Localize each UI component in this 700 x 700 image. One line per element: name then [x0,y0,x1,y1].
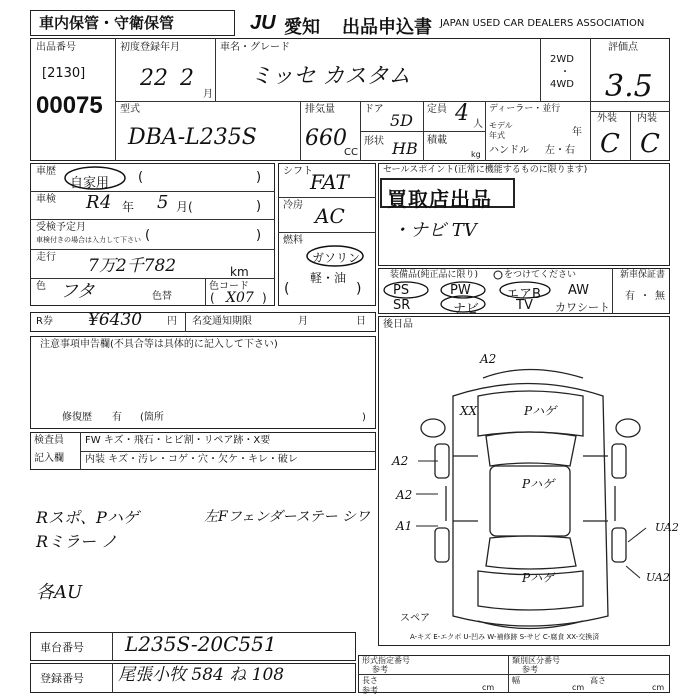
drive-separator: ・ [560,67,570,78]
length-ref: 参考 [362,686,378,695]
height-label: 高さ [590,676,606,685]
mileage-label: 走行 [36,252,56,263]
history-label: 車歴 [36,166,56,177]
repair-bracket: (箇所 [140,412,164,423]
load-unit: kg [471,150,481,159]
remark-rear-mirror: Rミラー ノ [36,532,118,551]
rating-label: 評価点 [608,42,638,53]
exterior-grade: C [600,129,620,159]
color-code-paren-close: ) [262,291,267,305]
model-label: 型式 [120,104,140,115]
repair-yes: 有 [112,412,122,423]
certificate-form-label: 形式指定番号 [362,656,410,665]
model-year-unit: 年式 [489,131,505,140]
acceptance-paren-close: ) [256,228,262,243]
color-repaint-label: 色替 [152,291,172,302]
top-form-frame [30,38,670,161]
warranty-label: 新車保証書 [620,270,666,280]
height-unit: cm [652,683,665,692]
inspector-label-1: 検査員 [34,435,64,446]
certificate-form-ref: 参考 [372,665,388,674]
fuel-circle [305,243,365,269]
equipment-navi: ナビ [453,302,480,317]
sales-point-label: セールスポイント(正常に機能するものに限ります) [383,165,588,175]
fuel-diesel: 軽・油 [310,271,347,285]
buyer-stamp-text: 買取店出品 [387,187,492,211]
recycle-label: R券 [36,316,53,327]
spare-label: スペア [400,613,430,624]
history-paren-close: ) [256,170,262,185]
fuel-paren-open: ( [284,281,290,297]
storage-label-box [30,10,235,36]
mileage-unit: km [230,265,249,279]
lot-label: 出品番号 [36,42,76,53]
width-unit: cm [572,683,585,692]
displacement-value: 660 [305,126,347,151]
inspection-month: 5 [157,192,169,213]
inspection-year-unit: 年 [122,200,135,214]
exterior-label: 外装 [597,113,617,124]
displacement-unit: CC [344,147,358,158]
inspection-era: R [86,192,100,213]
repair-label: 修復歴 [62,412,92,423]
inspector-label-2: 記入欄 [34,453,64,464]
mark-left-a1: A1 [396,519,413,533]
car-name-value: ミッセ カスタム [250,64,411,89]
drive-4wd: 4WD [550,79,574,90]
width-label: 幅 [512,676,520,685]
equipment-ps: PS [393,283,410,298]
equipment-circle-note: をつけてください [504,270,577,280]
inspector-row-1: FW キズ・飛石・ヒビ割・リペア跡・X要 [85,435,271,446]
recycle-unit: 円 [167,316,177,327]
association-name: JAPAN USED CAR DEALERS ASSOCIATION [440,18,645,29]
brand-name: 愛知 [284,17,320,38]
name-change-label: 名変通知期限 [192,316,252,327]
equipment-leather-seat: カワシート [555,301,610,314]
repair-bracket-close: ) [362,412,366,423]
color-code-label: 色コード [209,281,249,292]
mark-right-ua2-upper: UA2 [655,521,679,534]
rating-value: 3.5 [605,69,653,104]
equipment-sr: SR [393,298,411,313]
registration-label: 初度登録年月 [120,42,180,53]
length-label: 長さ [362,676,378,685]
lot-number: 00075 [36,92,103,119]
equipment-tv: TV [516,298,533,313]
mark-left-a2-lower: A2 [396,488,413,502]
mark-left-a2-upper: A2 [392,454,409,468]
shape-label: 形状 [364,136,384,147]
certificate-class-ref: 参考 [522,665,538,674]
mileage-value: 7万2千782 [88,256,177,276]
notes-label: 注意事項申告欄(不具合等は具体的に記入して下さい) [40,339,278,350]
capacity-value: 4 [455,101,469,126]
history-paren-open: ( [138,170,144,185]
name-change-month-unit: 月 [298,316,308,327]
shift-value: FAT [310,170,349,194]
warranty-separator: ・ [640,291,650,302]
handle-options: 左・右 [545,145,575,156]
storage-label: 車内保管・守衛保管 [39,14,175,32]
rear-items-label: 後日品 [383,319,413,330]
name-change-day-unit: 日 [356,316,366,327]
interior-grade: C [640,129,660,159]
displacement-label: 排気量 [305,104,335,115]
plate-label: 登録番号 [40,672,84,685]
damage-legend: A-キズ E-エクボ U-凹み W-補修跡 S-サビ C-腐食 XX-交換済 [410,633,600,641]
certificate-class-label: 類別区分番号 [512,656,560,665]
interior-label: 内装 [637,113,657,124]
registration-month: 2 [180,66,194,91]
sales-point-note: ・ナビ TV [392,220,477,241]
inspection-month-unit: 月( [176,200,193,214]
history-circle [62,162,132,192]
color-code-value: X07 [226,290,254,306]
remark-all-au: 各AU [36,582,83,603]
warranty-no: 無 [655,291,665,302]
inspection-year: 4 [100,192,112,213]
history-value: 自家用 [70,176,110,191]
equipment-pw: PW [450,283,471,298]
remark-rear-spoiler: Rスポ、Pハゲ [36,508,139,527]
chassis-label: 車台番号 [40,641,84,654]
year-unit: 年 [572,127,582,138]
warranty-yes: 有 [625,291,635,302]
registration-year: 22 [140,66,168,91]
equipment-airbag: エアB [506,287,541,302]
inspection-paren-close: ) [256,199,262,214]
equipment-aw: AW [568,283,590,298]
car-name-label: 車名・グレード [220,42,290,53]
color-label: 色 [36,281,46,292]
mark-front-bumper: A2 [480,352,497,366]
load-label: 積載 [427,135,447,146]
inspector-row-2: 内装 キズ・汚レ・コゲ・穴・欠ケ・キレ・破レ [85,454,298,465]
capacity-unit: 人 [473,119,483,130]
length-unit: cm [482,683,495,692]
buyer-stamp [380,178,515,211]
fuel-value: ガソリン [312,251,361,265]
aircon-value: AC [315,204,345,228]
handle-label: ハンドル [489,145,529,156]
acceptance-label: 受検予定月 [36,222,86,233]
drive-2wd: 2WD [550,54,574,65]
door-value: 5D [390,111,414,130]
model-year-label: モデル [489,121,513,130]
chassis-value: L235S-20C551 [125,632,277,656]
acceptance-note: 車検付きの場合は入力して下さい [36,236,141,244]
model-value: DBA-L235S [128,125,257,150]
mark-hood-xx: XX [460,404,478,418]
brand-logo: JU [250,12,276,34]
door-label: ドア [364,104,384,115]
diagram-leader-lines [378,316,670,646]
document-title: 出品申込書 [342,17,432,38]
fuel-label: 燃料 [283,235,303,246]
mark-hood-peel: Pハゲ [524,404,557,418]
recycle-value: ¥6430 [88,310,143,330]
lot-bracket-number: [2130] [42,66,86,81]
plate-value: 尾張小牧 584 ね 108 [118,665,285,685]
color-value: フタ [60,281,95,302]
equipment-circles [378,278,618,318]
dealer-label: ディーラー・並行 [489,104,561,114]
registration-month-unit: 月 [203,89,213,100]
mark-right-ua2-lower: UA2 [646,571,670,584]
aircon-label: 冷房 [283,200,303,211]
color-code-paren-open: ( [210,291,215,305]
mark-roof-peel: Pハゲ [522,477,555,491]
remark-fender: 左Fフェンダーステー シワ [204,509,370,525]
fuel-paren-close: ) [356,281,362,297]
shape-value: HB [392,139,418,158]
inspection-label: 車検 [36,194,56,205]
equipment-label: 装備品(純正品に限り) [390,270,479,280]
capacity-label: 定員 [427,104,447,115]
mark-trunk-peel: Pハゲ [522,571,555,585]
acceptance-paren-open: ( [145,228,151,243]
shift-label: シフト [283,166,313,177]
